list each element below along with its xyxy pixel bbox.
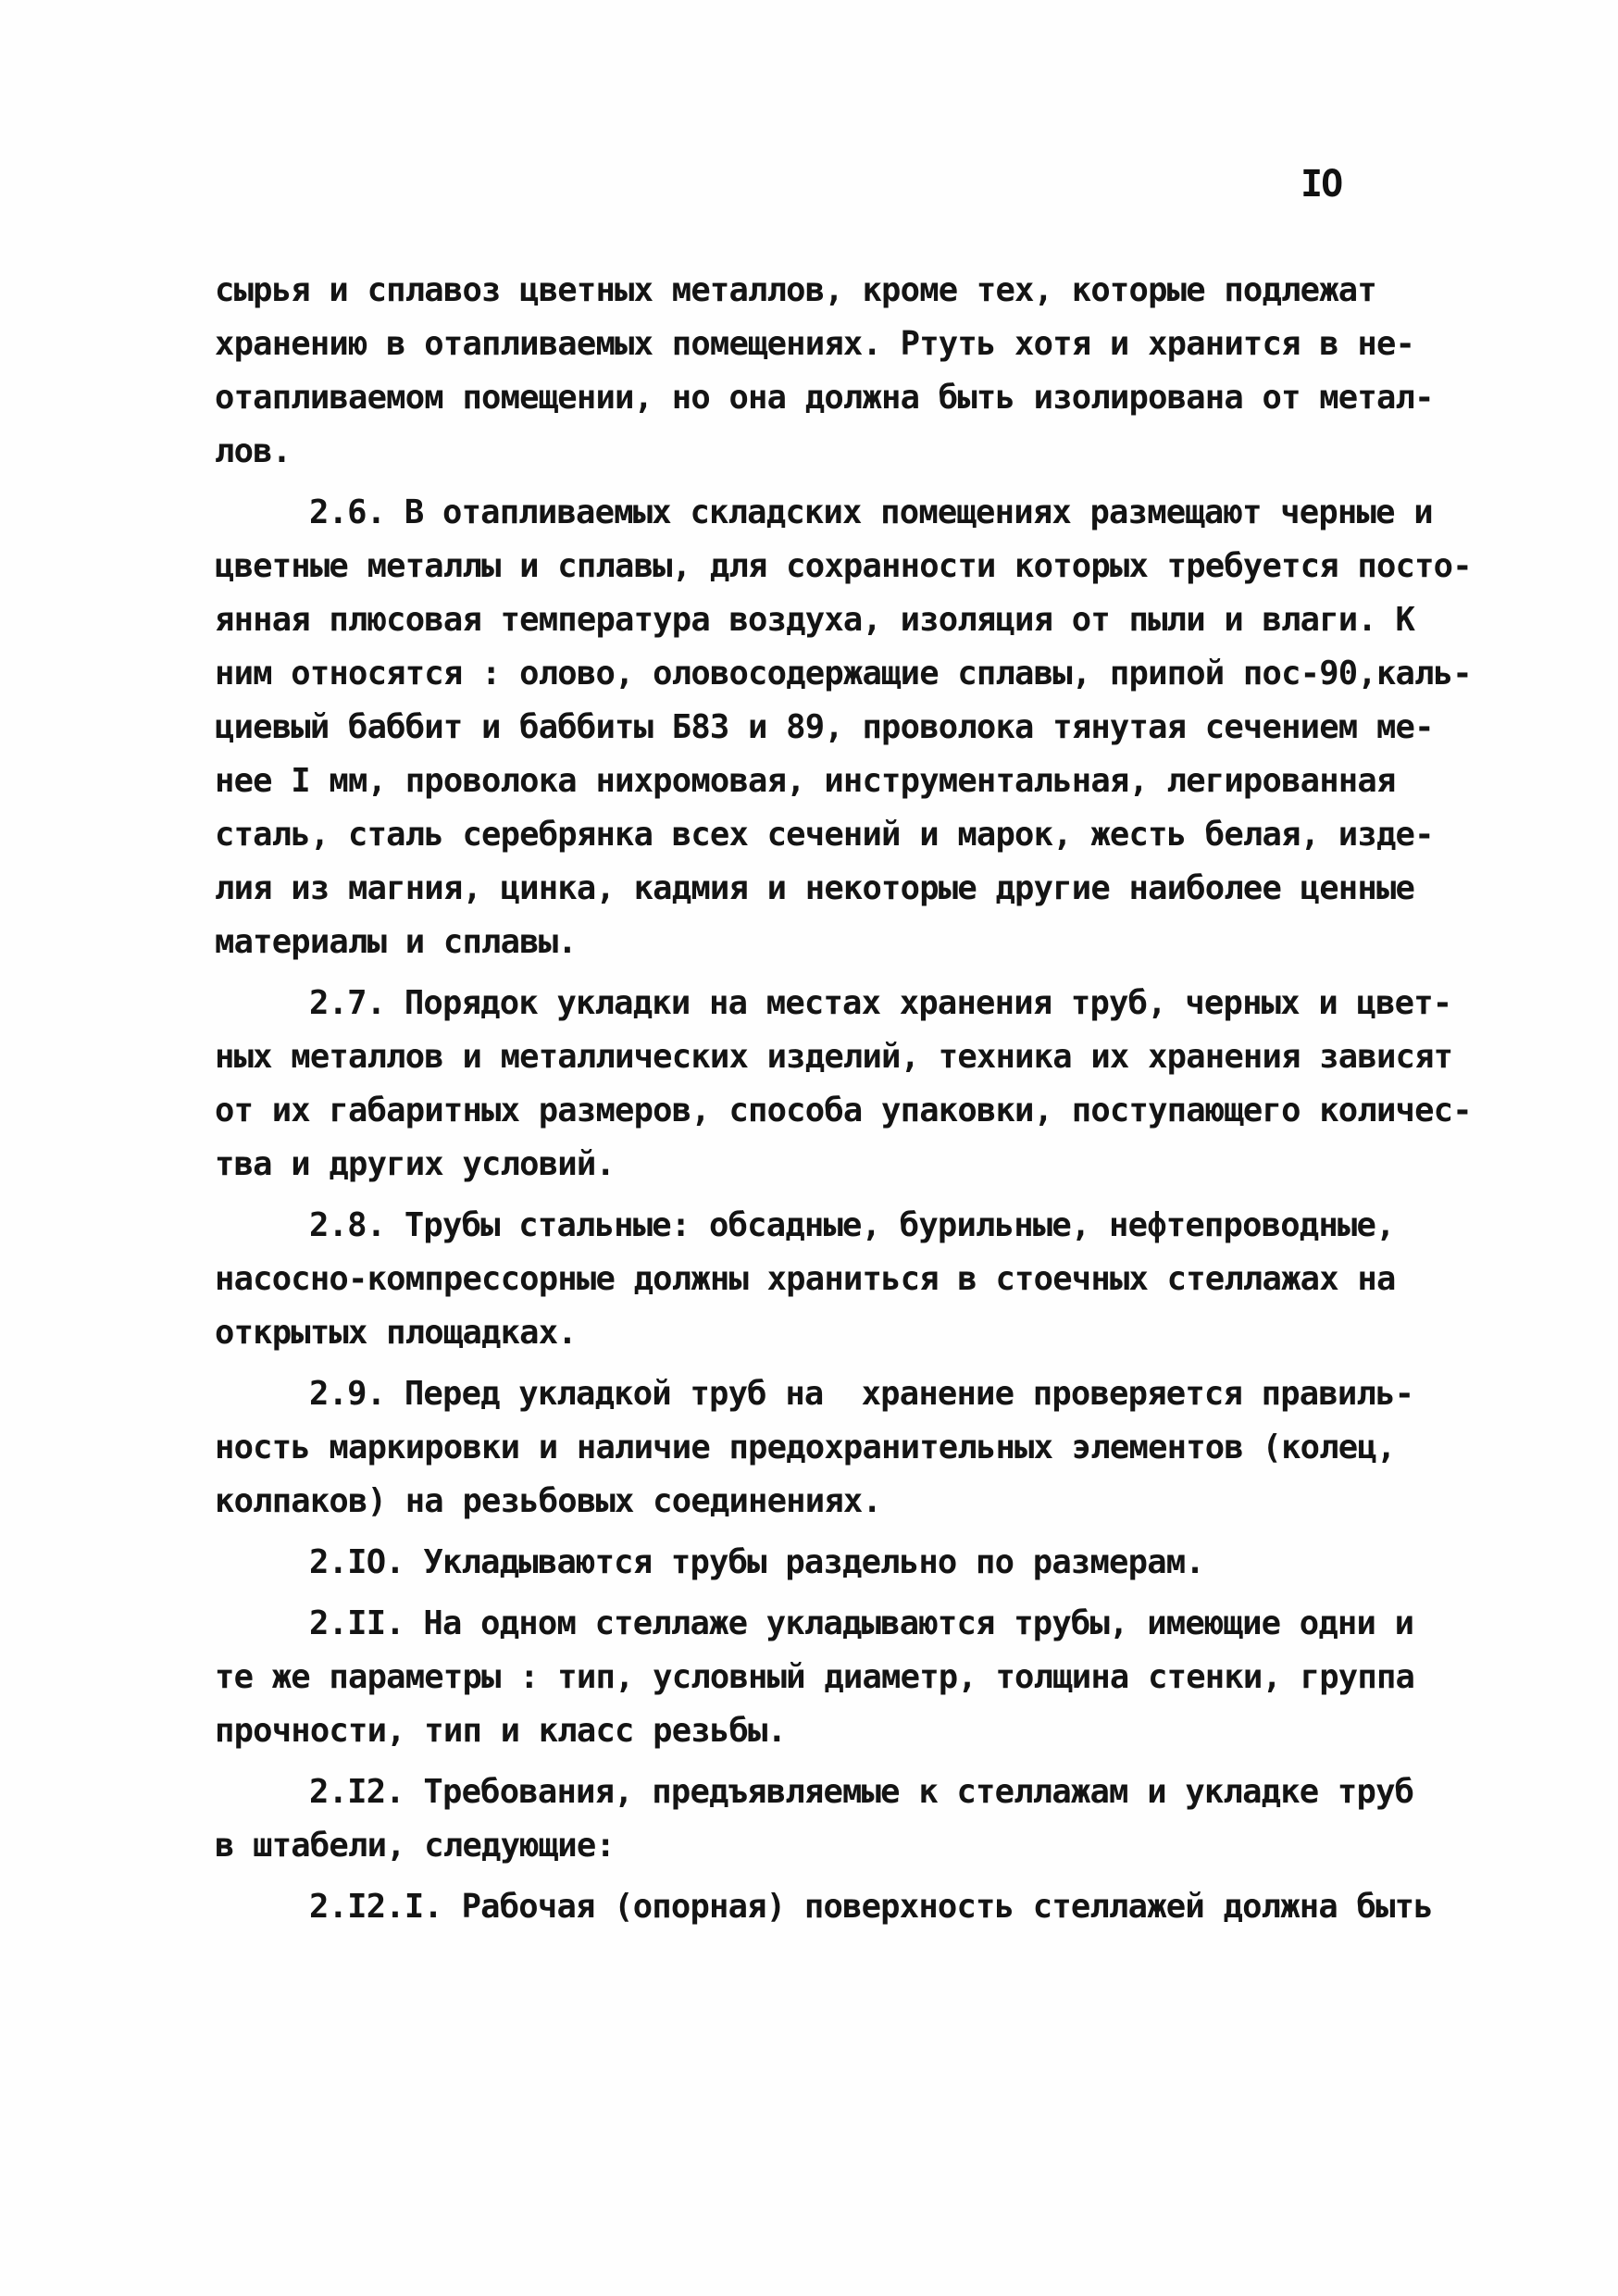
text-line: открытых площадках. — [215, 1314, 577, 1352]
page-number: IO — [1301, 163, 1342, 206]
text-line: 2.I2.I. Рабочая (опорная) поверхность стеллажей должна быть — [309, 1888, 1433, 1926]
text-line: 2.7. Порядок укладки на местах хранения труб, черных и цвет- — [309, 984, 1452, 1022]
text-line: нее I мм, проволока нихромовая, инструментальная, легированная — [215, 762, 1396, 800]
paragraph-2-8 — [215, 1199, 1418, 1360]
paragraph-2-5-continuation — [215, 264, 1434, 479]
text-line: 2.IO. Укладываются трубы раздельно по размерам. — [309, 1543, 1204, 1581]
text-line: насосно-компрессорные должны храниться в стоечных стеллажах на — [215, 1260, 1396, 1298]
text-line: 2.9. Перед укладкой труб на хранение проверяется правиль- — [309, 1375, 1414, 1413]
text-line: материалы и сплавы. — [215, 923, 577, 961]
paragraph-2-12-1 — [215, 1880, 1433, 1934]
text-line: цветные металлы и сплавы, для сохранности которых требуется посто- — [215, 547, 1472, 585]
text-line: лов. — [215, 432, 292, 470]
text-line: колпаков) на резьбовых соединениях. — [215, 1482, 882, 1520]
text-line: от их габаритных размеров, способа упаковки, поступающего количес- — [215, 1092, 1472, 1129]
text-line: 2.I2. Требования, предъявляемые к стеллажам и укладке труб — [309, 1773, 1414, 1811]
paragraph-2-7 — [215, 977, 1472, 1192]
text-line: сталь, сталь серебрянка всех сечений и марок, жесть белая, изде- — [215, 816, 1434, 854]
text-line: ных металлов и металлических изделий, техника их хранения зависят — [215, 1038, 1453, 1076]
text-line: янная плюсовая температура воздуха, изоляция от пыли и влаги. К — [215, 601, 1415, 639]
text-line: ним относятся : олово, оловосодержащие сплавы, припой пос-90,каль- — [215, 655, 1472, 693]
text-line: 2.8. Трубы стальные: обсадные, бурильные, нефтепроводные, — [309, 1206, 1395, 1244]
text-line: тва и других условий. — [215, 1145, 616, 1183]
text-line: сырья и сплавоз цветных металлов, кроме тех, которые подлежат — [215, 271, 1376, 309]
text-line: лия из магния, цинка, кадмия и некоторые другие наиболее ценные — [215, 869, 1415, 907]
paragraph-2-11 — [215, 1597, 1418, 1758]
text-line: 2.6. В отапливаемых складских помещениях размещают черные и — [309, 493, 1433, 531]
text-line: хранению в отапливаемых помещениях. Ртуть хотя и хранится в не- — [215, 325, 1415, 363]
paragraph-2-12 — [215, 1766, 1418, 1873]
text-line: в штабели, следующие: — [215, 1827, 616, 1865]
text-line: те же параметры : тип, условный диаметр, толщина стенки, группа — [215, 1658, 1415, 1696]
paragraph-2-9 — [215, 1367, 1418, 1529]
text-line: прочности, тип и класс резьбы. — [215, 1712, 787, 1750]
text-line: отапливаемом помещении, но она должна быть изолирована от метал- — [215, 379, 1434, 417]
text-line: ность маркировки и наличие предохранительных элементов (колец, — [215, 1429, 1396, 1466]
paragraph-2-6 — [215, 486, 1472, 969]
text-line: 2.II. На одном стеллаже укладываются трубы, имеющие одни и — [309, 1604, 1414, 1642]
paragraph-2-10 — [215, 1536, 1418, 1590]
text-line: циевый баббит и баббиты Б83 и 89, проволока тянутая сечением ме- — [215, 708, 1434, 746]
document-body — [215, 264, 1472, 1934]
